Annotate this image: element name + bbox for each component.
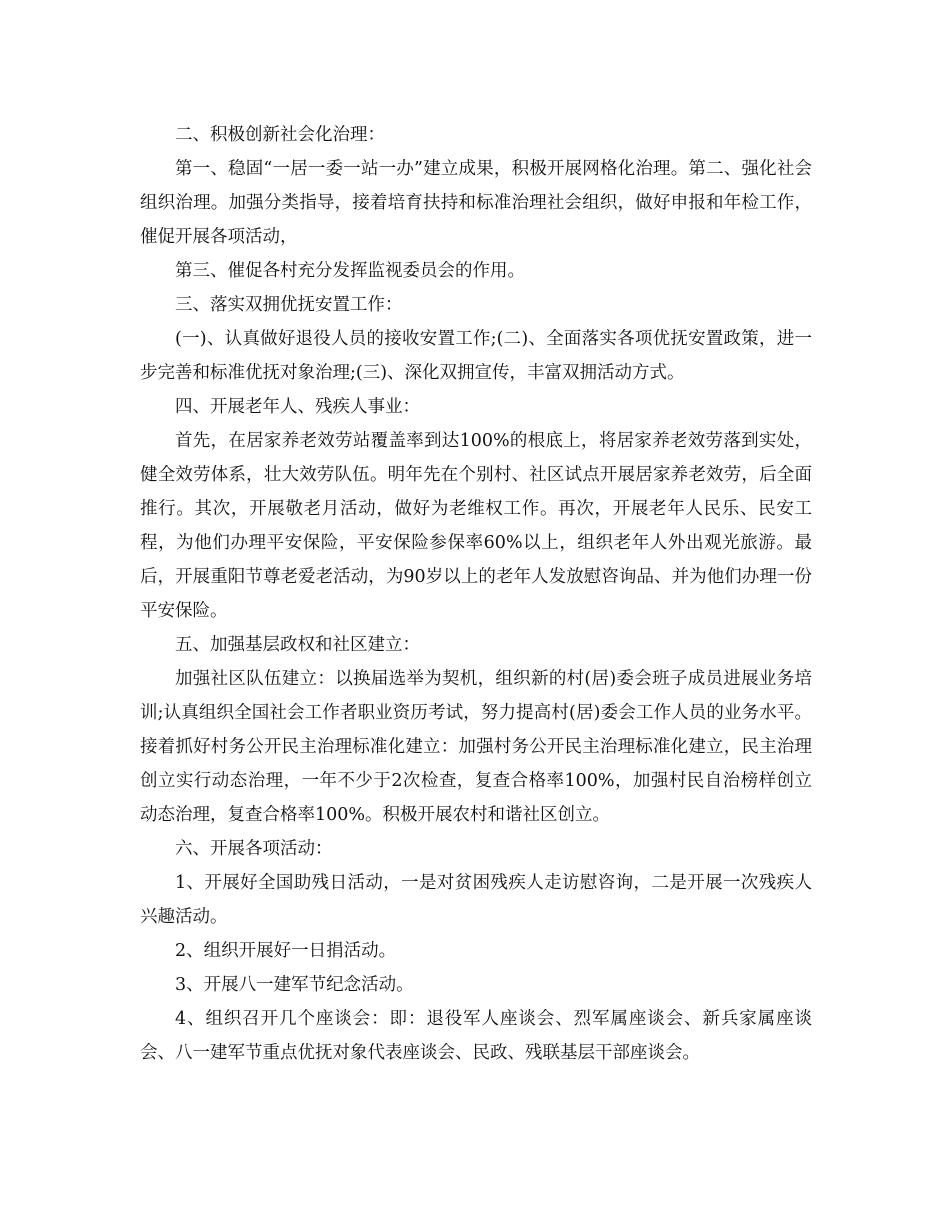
document-body (140, 118, 812, 1070)
paragraph: 加强社区队伍建立：以换届选举为契机，组织新的村(居)委会班子成员进展业务培训;认真组织全国社会工作者职业资历考试，努力提高村(居)委会工作人员的业务水平。接着抓好村务公开民主治理标准化建立：加强村务公开民主治理标准化建立，民主治理创立实行动态治理，一年不少于2次检查，复查合格率100%，加强村民自治榜样创立动态治理，复查合格率100%。积极开展农村和谐社区创立。 (140, 669, 812, 825)
list-item: 1、开展好全国助残日活动，一是对贫困残疾人走访慰咨询，二是开展一次残疾人兴趣活动。 (140, 873, 812, 927)
paragraph: (一)、认真做好退役人员的接收安置工作;(二)、全面落实各项优抚安置政策，进一步完善和标准优抚对象治理;(三)、深化双拥宣传，丰富双拥活动方式。 (140, 329, 812, 383)
paragraph: 第一、稳固“一居一委一站一办”建立成果，积极开展网格化治理。第二、强化社会组织治理。加强分类指导，接着培育扶持和标准治理社会组织，做好申报和年检工作，催促开展各项活动， (140, 159, 812, 247)
list-item: 2、组织开展好一日捐活动。 (175, 941, 397, 961)
section-heading-5: 五、加强基层政权和社区建立： (175, 635, 420, 655)
list-item: 4、组织召开几个座谈会：即：退役军人座谈会、烈军属座谈会、新兵家属座谈会、八一建军节重点优抚对象代表座谈会、民政、残联基层干部座谈会。 (140, 1009, 812, 1063)
paragraph: 首先，在居家养老效劳站覆盖率到达100%的根底上，将居家养老效劳落到实处，健全效劳体系，壮大效劳队伍。明年先在个别村、社区试点开展居家养老效劳，后全面推行。其次，开展敬老月活动，做好为老维权工作。再次，开展老年人民乐、民安工程，为他们办理平安保险，平安保险参保率60%以上，组织老年人外出观光旅游。最后，开展重阳节尊老爱老活动，为90岁以上的老年人发放慰咨询品、并为他们办理一份平安保险。 (140, 431, 812, 621)
paragraph: 第三、催促各村充分发挥监视委员会的作用。 (175, 261, 525, 281)
section-heading-2: 二、积极创新社会化治理： (175, 125, 385, 145)
section-heading-4: 四、开展老年人、残疾人事业： (175, 397, 420, 417)
section-heading-3: 三、落实双拥优抚安置工作： (175, 295, 403, 315)
list-item: 3、开展八一建军节纪念活动。 (175, 975, 414, 995)
section-heading-6: 六、开展各项活动： (175, 839, 333, 859)
